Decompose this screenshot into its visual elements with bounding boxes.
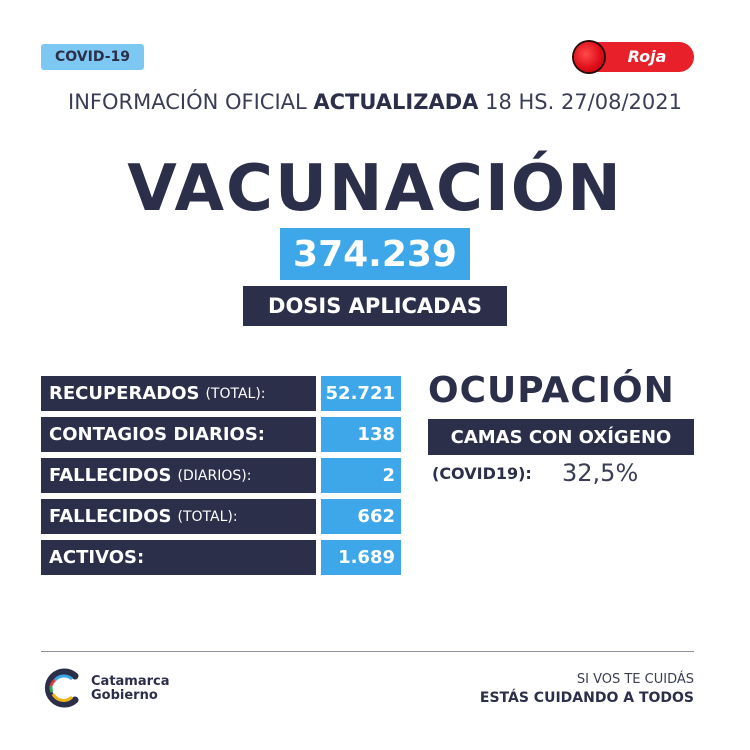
stat-row-daily-cases (41, 417, 401, 452)
stat-value: 52.721 (321, 376, 401, 411)
stat-label (41, 499, 316, 534)
stat-label (41, 376, 316, 411)
stat-label-main: RECUPERADOS (49, 383, 200, 404)
stat-label-sub: (TOTAL): (205, 385, 266, 402)
stat-row-daily-deaths (41, 458, 401, 493)
occupancy-subtitle: CAMAS CON OXÍGENO (428, 419, 694, 455)
stat-label (41, 458, 316, 493)
stat-value: 1.689 (321, 540, 401, 575)
slogan-line2: ESTÁS CUIDANDO A TODOS (479, 690, 694, 706)
doses-label: DOSIS APLICADAS (243, 286, 507, 326)
occupancy-title: OCUPACIÓN (428, 370, 675, 411)
vaccination-title: VACUNACIÓN (127, 152, 623, 226)
update-info-prefix: INFORMACIÓN OFICIAL (68, 90, 314, 114)
alert-level-badge (574, 42, 694, 72)
doses-count: 374.239 (280, 228, 470, 280)
update-info-emphasis: ACTUALIZADA (313, 90, 479, 114)
update-info (0, 90, 750, 114)
stat-label (41, 540, 316, 575)
logo-text-line2: Gobierno (91, 688, 158, 703)
stat-label (41, 417, 316, 452)
catamarca-logo-icon (41, 666, 85, 710)
stat-label-sub: (TOTAL): (177, 508, 238, 525)
stat-label-main: FALLECIDOS (49, 506, 172, 527)
slogan-line1: SI VOS TE CUIDÁS (576, 672, 694, 687)
stat-label-main: ACTIVOS: (49, 547, 145, 568)
footer-divider (41, 651, 694, 652)
occupancy-value: 32,5% (562, 459, 639, 487)
stat-row-recovered (41, 376, 401, 411)
logo-text (91, 675, 170, 703)
alert-dot-icon (574, 42, 604, 72)
stat-value: 662 (321, 499, 401, 534)
stat-row-total-deaths (41, 499, 401, 534)
catamarca-logo (41, 666, 191, 712)
stat-label-main: FALLECIDOS (49, 465, 172, 486)
slogan (480, 672, 694, 706)
stat-label-sub: (DIARIOS): (177, 467, 252, 484)
alert-level-label: Roja (627, 47, 667, 66)
covid-badge: COVID-19 (41, 44, 144, 70)
logo-text-line1: Catamarca (91, 674, 170, 689)
stat-row-active (41, 540, 401, 575)
occupancy-covid-label: (COVID19): (432, 464, 532, 483)
update-info-date: 18 HS. 27/08/2021 (478, 90, 682, 114)
stat-label-main: CONTAGIOS DIARIOS: (49, 424, 265, 445)
stats-table (41, 376, 401, 581)
stat-value: 2 (321, 458, 401, 493)
stat-value: 138 (321, 417, 401, 452)
